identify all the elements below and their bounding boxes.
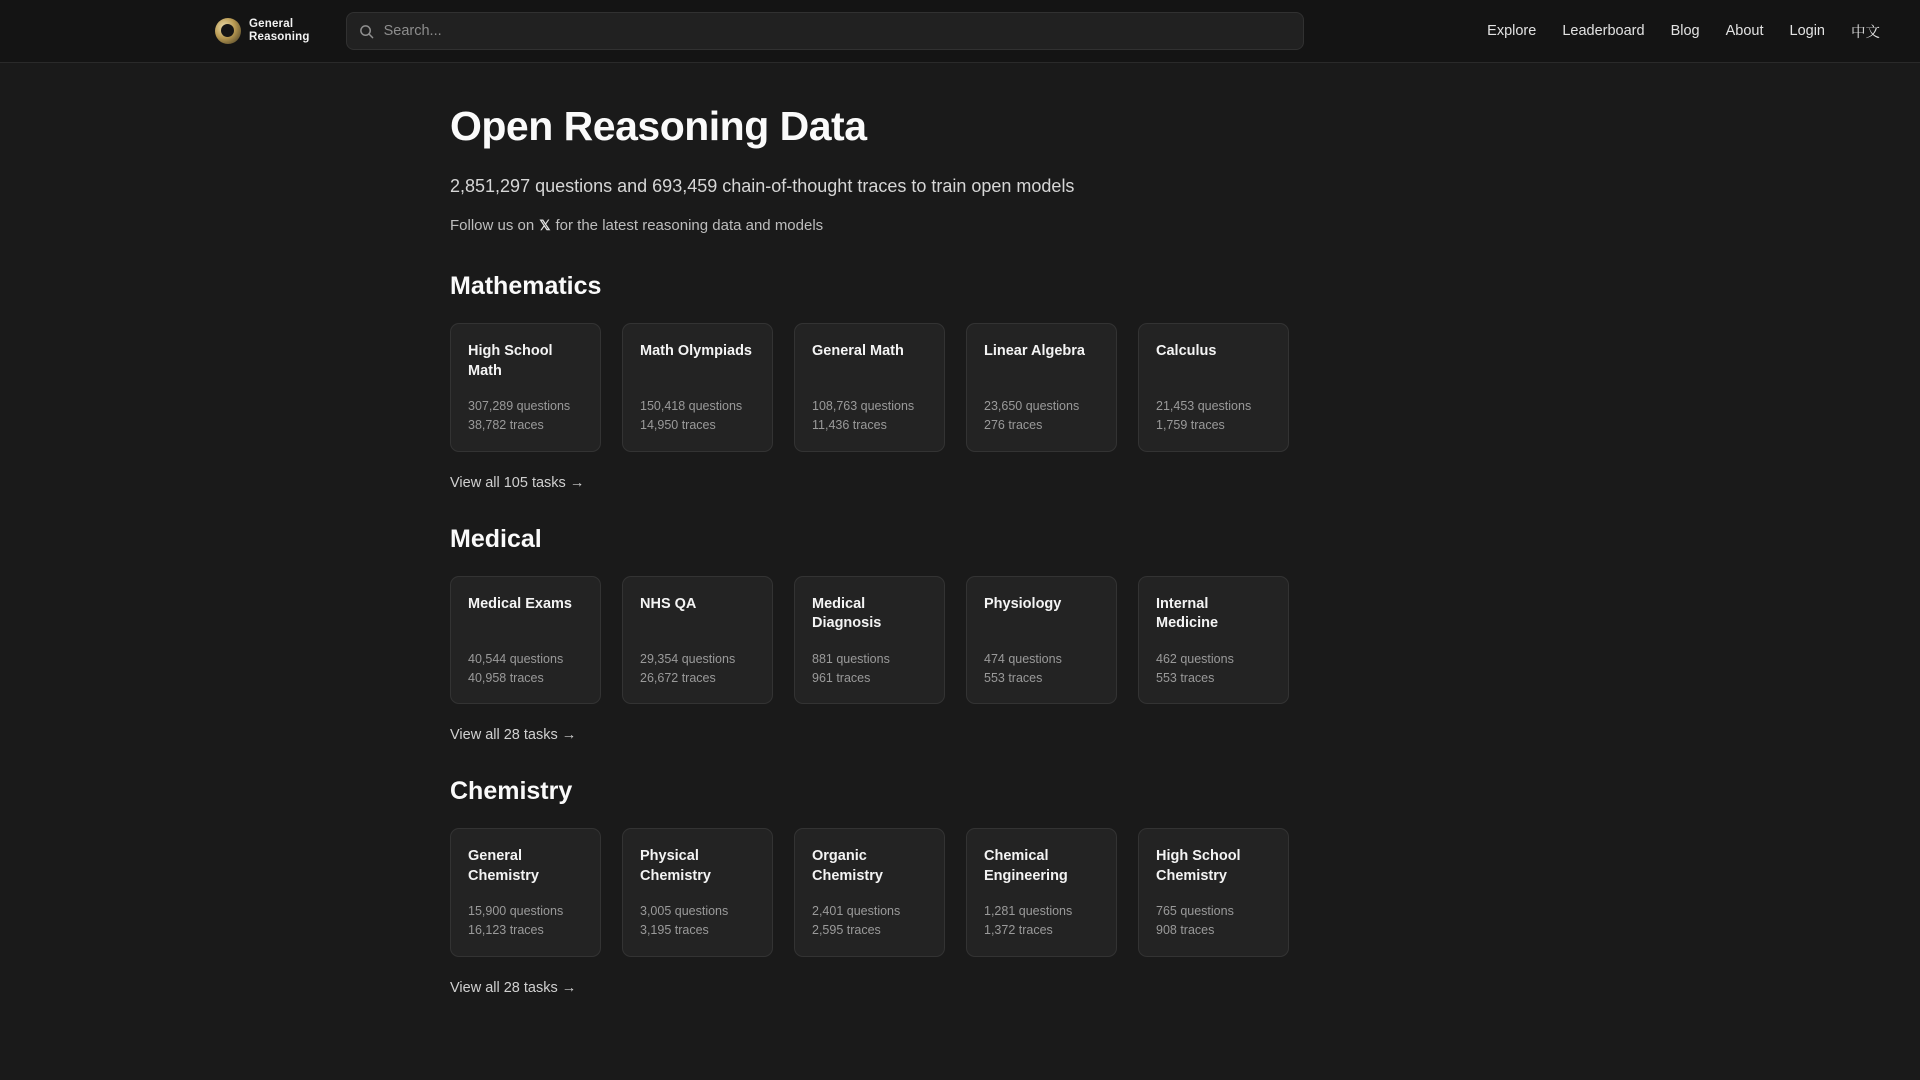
task-card-questions: 150,418 questions: [640, 399, 743, 414]
section-title: Mathematics: [450, 272, 602, 300]
card-row: [450, 828, 1920, 957]
task-card-stats: [812, 650, 927, 688]
task-card-stats: [984, 650, 1099, 688]
brand-logo-icon: [215, 18, 241, 44]
section-medical: [450, 525, 1920, 778]
follow-suffix: for the latest reasoning data and models: [555, 217, 824, 234]
search-icon: [359, 24, 374, 39]
task-card-title: NHS QA: [640, 595, 697, 612]
nav-item-blog[interactable]: Blog: [1670, 23, 1700, 39]
task-card-stats: [812, 397, 927, 435]
nav-item-language[interactable]: 中文: [1851, 24, 1880, 41]
page-subtitle: 2,851,297 questions and 693,459 chain-of-thought traces to train open models: [450, 176, 1075, 196]
brand-logo-link[interactable]: [215, 18, 310, 44]
nav-item-leaderboard[interactable]: Leaderboard: [1562, 23, 1645, 39]
task-card-traces: 38,782 traces: [468, 417, 544, 432]
follow-line: [450, 217, 1920, 234]
task-card-questions: 1,281 questions: [984, 904, 1073, 919]
view-all-link[interactable]: View all 28 tasks →: [450, 979, 577, 996]
task-card-traces: 2,595 traces: [812, 923, 881, 938]
task-card-questions: 2,401 questions: [812, 904, 901, 919]
task-card-title: Organic Chemistry: [812, 848, 883, 884]
task-card[interactable]: [1138, 576, 1289, 705]
task-card[interactable]: [966, 576, 1117, 705]
task-card-stats: [640, 902, 755, 940]
brand-name-line2: Reasoning: [249, 31, 310, 43]
section-title: Medical: [450, 524, 542, 553]
task-card-title: Linear Algebra: [984, 343, 1085, 359]
task-card[interactable]: [450, 828, 601, 957]
view-all-link[interactable]: View all 28 tasks →: [450, 727, 577, 744]
card-row: [450, 576, 1920, 705]
task-card-questions: 765 questions: [1156, 904, 1234, 919]
nav-item-login[interactable]: Login: [1789, 23, 1825, 39]
task-card-questions: 881 questions: [812, 651, 890, 666]
main-content: [0, 63, 1920, 1030]
task-card-traces: 40,958 traces: [468, 670, 544, 685]
task-card-stats: [984, 902, 1099, 940]
main-nav: [1487, 21, 1890, 42]
task-card[interactable]: [794, 576, 945, 705]
section-title: Chemistry: [450, 777, 573, 806]
brand-name: [249, 18, 310, 44]
task-card[interactable]: [1138, 323, 1289, 452]
task-card-questions: 40,544 questions: [468, 651, 564, 666]
task-card-traces: 3,195 traces: [640, 923, 709, 938]
task-card-questions: 307,289 questions: [468, 399, 571, 414]
x-logo-icon[interactable]: 𝕏: [539, 217, 551, 233]
search-bar[interactable]: [346, 12, 1304, 50]
search-input[interactable]: [384, 23, 1291, 39]
task-card[interactable]: [450, 576, 601, 705]
task-card-questions: 29,354 questions: [640, 651, 736, 666]
task-card[interactable]: [1138, 828, 1289, 957]
task-card[interactable]: [622, 323, 773, 452]
task-card-traces: 26,672 traces: [640, 670, 716, 685]
section-chemistry: [450, 777, 1920, 1030]
task-card-traces: 276 traces: [984, 417, 1043, 432]
task-card-traces: 553 traces: [984, 670, 1043, 685]
task-card-questions: 462 questions: [1156, 651, 1234, 666]
view-all-link[interactable]: View all 105 tasks →: [450, 474, 585, 491]
task-card-title: Medical Exams: [468, 595, 572, 612]
task-card-traces: 11,436 traces: [812, 417, 887, 432]
task-card-title: Chemical Engineering: [984, 848, 1068, 884]
task-card-traces: 1,759 traces: [1156, 417, 1225, 432]
task-card-questions: 3,005 questions: [640, 904, 729, 919]
task-card-title: General Chemistry: [468, 848, 539, 884]
task-card-stats: [468, 650, 583, 688]
task-card[interactable]: [794, 323, 945, 452]
task-card[interactable]: [622, 576, 773, 705]
page-title: Open Reasoning Data: [450, 103, 867, 149]
task-card-stats: [1156, 397, 1271, 435]
task-card[interactable]: [622, 828, 773, 957]
task-card-questions: 108,763 questions: [812, 399, 915, 414]
task-card[interactable]: [450, 323, 601, 452]
task-card-traces: 14,950 traces: [640, 417, 716, 432]
task-card-traces: 16,123 traces: [468, 923, 544, 938]
card-row: [450, 323, 1920, 452]
task-card-stats: [640, 397, 755, 435]
task-card-title: Calculus: [1156, 343, 1217, 359]
task-card[interactable]: [966, 828, 1117, 957]
task-card-stats: [468, 902, 583, 940]
follow-prefix: Follow us on: [450, 217, 535, 234]
task-card-title: High School Chemistry: [1156, 848, 1241, 884]
task-card-stats: [640, 650, 755, 688]
task-card-title: Physical Chemistry: [640, 848, 711, 884]
task-card-stats: [1156, 902, 1271, 940]
task-card-stats: [984, 397, 1099, 435]
task-card-title: Internal Medicine: [1156, 595, 1219, 632]
task-card-traces: 961 traces: [812, 670, 871, 685]
task-card-stats: [1156, 650, 1271, 688]
task-card-traces: 1,372 traces: [984, 923, 1053, 938]
task-card-traces: 553 traces: [1156, 670, 1215, 685]
task-card-questions: 23,650 questions: [984, 399, 1080, 414]
task-card-questions: 474 questions: [984, 651, 1062, 666]
task-card-title: High School Math: [468, 343, 553, 379]
task-card-questions: 15,900 questions: [468, 904, 564, 919]
task-card-questions: 21,453 questions: [1156, 399, 1252, 414]
top-header: [0, 0, 1920, 63]
task-card-stats: [468, 397, 583, 435]
task-card-stats: [812, 902, 927, 940]
task-card-title: Math Olympiads: [640, 343, 752, 359]
nav-item-about[interactable]: About: [1725, 23, 1764, 39]
nav-item-explore[interactable]: Explore: [1487, 23, 1537, 39]
brand-name-line1: General: [249, 17, 294, 30]
task-card[interactable]: [794, 828, 945, 957]
task-card-title: Medical Diagnosis: [812, 595, 882, 632]
task-card-title: Physiology: [984, 595, 1062, 612]
task-card[interactable]: [966, 323, 1117, 452]
section-mathematics: [450, 272, 1920, 525]
task-card-traces: 908 traces: [1156, 923, 1215, 938]
task-card-title: General Math: [812, 343, 904, 359]
